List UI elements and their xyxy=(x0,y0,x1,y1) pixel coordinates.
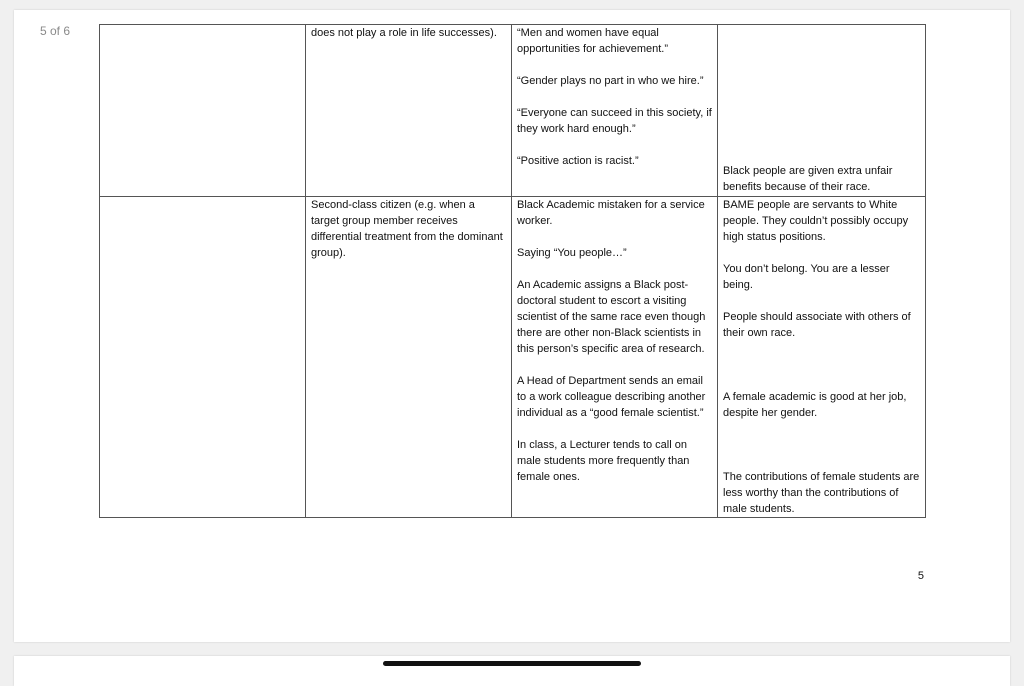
message-text: A female academic is good at her job, despite her gender. xyxy=(723,391,907,419)
table-cell-empty xyxy=(100,25,306,197)
home-indicator[interactable] xyxy=(383,661,641,666)
example-text: “Men and women have equal opportunities for achievement.” xyxy=(517,27,669,55)
table-cell-theme xyxy=(306,197,512,518)
example-text: “Positive action is racist.” xyxy=(517,155,639,167)
table-cell-examples xyxy=(512,25,718,197)
table-cell-empty xyxy=(100,197,306,518)
message-text: You don’t belong. You are a lesser being. xyxy=(723,263,890,291)
table-row xyxy=(100,25,926,197)
example-text: Saying “You people…” xyxy=(517,247,627,259)
example-text: Black Academic mistaken for a service worker. xyxy=(517,199,705,227)
message-text: People should associate with others of their own race. xyxy=(723,311,911,339)
page-counter: 5 of 6 xyxy=(40,24,71,38)
message-text: BAME people are servants to White people. They couldn’t possibly occupy high status positions. xyxy=(723,199,909,243)
microaggressions-table xyxy=(99,24,926,518)
page-number: 5 xyxy=(917,570,924,582)
table-row xyxy=(100,197,926,518)
table-cell-examples xyxy=(512,197,718,518)
example-text: An Academic assigns a Black post-doctoral student to escort a visiting scientist of the same race even though there are other non-Black scientists in this person’s specific area of research. xyxy=(517,279,706,355)
table-cell-message xyxy=(718,25,926,197)
example-text: A Head of Department sends an email to a work colleague describing another individual as a “good female scientist.” xyxy=(517,375,706,419)
example-text: “Gender plays no part in who we hire.” xyxy=(517,75,704,87)
theme-text: Second-class citizen (e.g. when a target group member receives differential treatment from the dominant group). xyxy=(311,199,503,259)
table-cell-theme xyxy=(306,25,512,197)
cell-text: does not play a role in life successes). xyxy=(311,27,497,39)
table-cell-message xyxy=(718,197,926,518)
example-text: In class, a Lecturer tends to call on male students more frequently than female ones. xyxy=(517,439,690,483)
message-text: Black people are given extra unfair benefits because of their race. xyxy=(723,165,893,193)
document-page xyxy=(14,10,1010,642)
example-text: “Everyone can succeed in this society, if they work hard enough.” xyxy=(517,107,712,135)
message-text: The contributions of female students are less worthy than the contributions of male students. xyxy=(723,471,920,515)
